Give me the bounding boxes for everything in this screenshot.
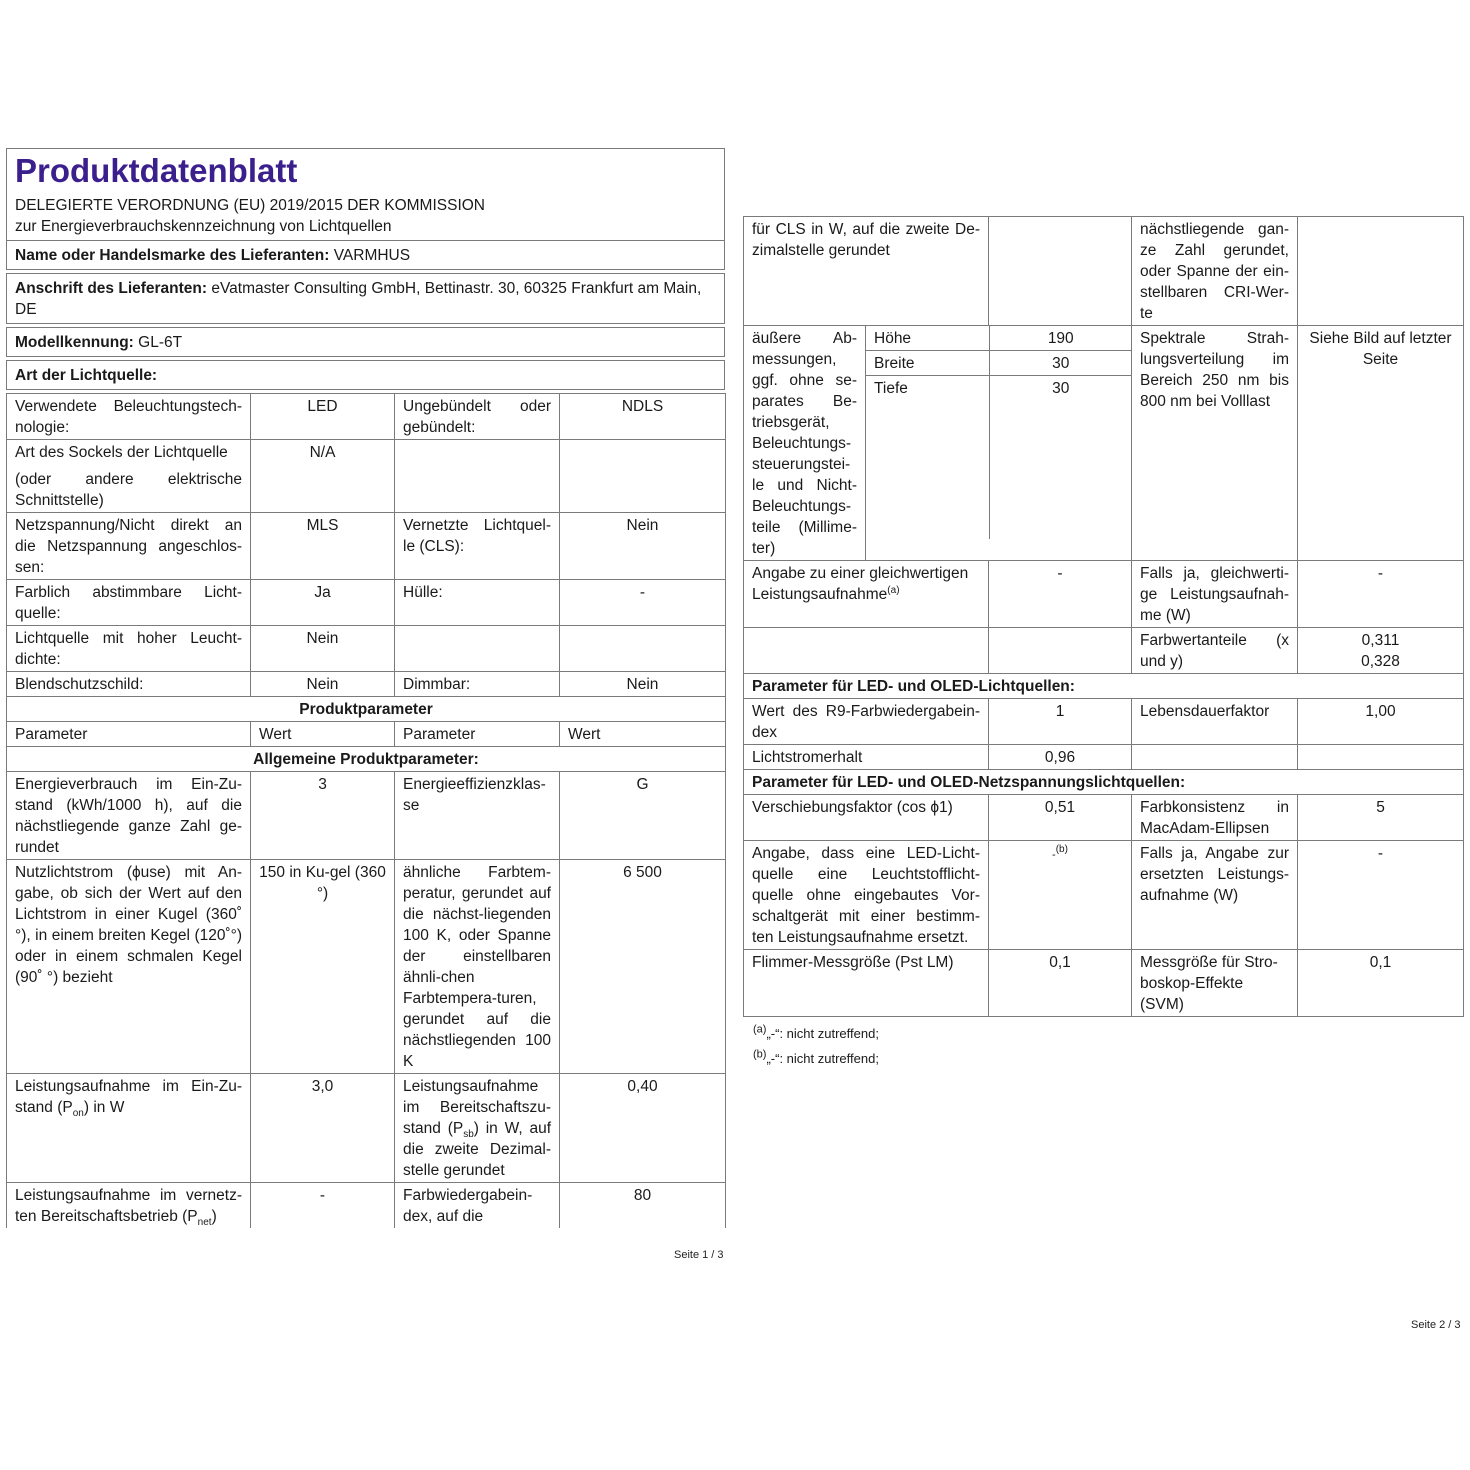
flicker-label: Flimmer-Messgröße (Pst LM)	[744, 950, 989, 1017]
glare-shield-value: Nein	[251, 672, 395, 697]
address-label: Anschrift des Lieferanten:	[15, 280, 208, 297]
stroboscopic-value: 0,1	[1298, 950, 1464, 1017]
r9-value: 1	[989, 699, 1132, 745]
efficiency-class-label: Energieeffizienzklas-se	[395, 772, 560, 860]
dimmable-label: Dimmbar:	[395, 672, 560, 697]
cri-continuation: nächstliegende gan-ze Zahl gerundet, oder Spanne der ein-stellbaren CRI-Wer-te	[1132, 217, 1298, 326]
color-consistency-label: Farbkonsistenz in MacAdam-Ellipsen	[1132, 795, 1298, 841]
table-row	[7, 626, 726, 672]
table-row	[744, 217, 1464, 326]
light-type-row	[6, 360, 725, 390]
socket-label-line-2: (oder andere elektrische Schnittstelle)	[15, 471, 242, 509]
equivalent-power-label	[744, 561, 989, 628]
glare-shield-label: Blendschutzschild:	[7, 672, 251, 697]
table-row	[744, 795, 1464, 841]
lumen-maintenance-label: Lichtstromerhalt	[744, 745, 989, 770]
r9-label: Wert des R9-Farbwiedergabein-dex	[744, 699, 989, 745]
model-label: Modellkennung:	[15, 334, 134, 351]
high-luminance-label: Lichtquelle mit hoher Leucht-dichte:	[7, 626, 251, 672]
bundled-value: NDLS	[560, 394, 726, 440]
energy-consumption-label: Energieverbrauch im Ein-Zu-stand (kWh/1000 h), auf die nächstliegende ganze Zahl ge-rundet	[7, 772, 251, 860]
standby-power-label	[395, 1074, 560, 1183]
page-1-table	[6, 393, 726, 1228]
table-row	[744, 699, 1464, 745]
chromaticity-y: 0,328	[1361, 653, 1400, 670]
dimensions-subtable	[866, 326, 1132, 539]
high-luminance-value: Nein	[251, 626, 395, 672]
standby-power-sub: sb	[463, 1129, 474, 1141]
replacement-claim-value	[989, 841, 1132, 950]
dimension-row	[866, 351, 1132, 376]
mains-value: MLS	[251, 513, 395, 580]
mains-params-header: Parameter für LED- und OLED-Netzspannungslichtquellen:	[744, 770, 1464, 795]
networked-standby-label	[7, 1183, 251, 1229]
networked-standby-text-end: )	[211, 1208, 217, 1225]
address-row	[6, 273, 725, 324]
replacement-claim-label: Angabe, dass eine LED-Licht-quelle eine Leuchtstofflicht-quelle ohne eingebautes Vor-schaltgerät mit einer bestimm-ten Leistungsaufnahme ersetzt.	[744, 841, 989, 950]
replacement-power-value: -	[1298, 841, 1464, 950]
equivalent-power-yes-value: -	[1298, 561, 1464, 628]
cct-label: ähnliche Farbtem-peratur, gerundet auf die nächst-liegenden 100 K, oder Spanne der einstellbaren ähnli-chen Farbtempera-turen, gerundet auf die nächstliegenden 100 K	[395, 860, 560, 1074]
table-row	[744, 745, 1464, 770]
envelope-label: Hülle:	[395, 580, 560, 626]
table-row	[744, 326, 1464, 561]
table-row	[7, 772, 726, 860]
on-mode-power-text-end: ) in W	[83, 1099, 125, 1116]
footnotes	[743, 1017, 1463, 1071]
footnote-b	[753, 1046, 1463, 1071]
table-row	[744, 628, 1464, 674]
width-label: Breite	[866, 351, 989, 376]
table-row	[7, 580, 726, 626]
table-row	[744, 770, 1464, 795]
column-header-value: Wert	[560, 722, 726, 747]
page-2	[743, 216, 1463, 1071]
width-value: 30	[989, 351, 1132, 376]
table-row	[744, 950, 1464, 1017]
dimmable-value: Nein	[560, 672, 726, 697]
empty-cell	[1132, 745, 1298, 770]
page-1-header	[6, 148, 725, 241]
model-value: GL-6T	[138, 334, 183, 351]
page-number-2: Seite 2 / 3	[1411, 1319, 1461, 1331]
table-row	[7, 697, 726, 722]
color-tunable-value: Ja	[251, 580, 395, 626]
cls-continuation: für CLS in W, auf die zweite De-zimalstelle gerundet	[744, 217, 989, 326]
mains-label: Netzspannung/Nicht direkt an die Netzspannung angeschlos-sen:	[7, 513, 251, 580]
on-mode-power-sub: on	[72, 1108, 84, 1120]
general-params-header: Allgemeine Produktparameter:	[7, 747, 726, 772]
tech-label: Verwendete Beleuchtungstech-nologie:	[7, 394, 251, 440]
supplier-label: Name oder Handelsmarke des Lieferanten:	[15, 247, 330, 264]
page-number-1: Seite 1 / 3	[674, 1249, 724, 1261]
socket-value: N/A	[251, 440, 395, 513]
table-row	[7, 394, 726, 440]
height-value: 190	[989, 326, 1132, 351]
displacement-factor-label: Verschiebungsfaktor (cos ϕ1)	[744, 795, 989, 841]
empty-cell	[1298, 745, 1464, 770]
table-row	[7, 1183, 726, 1229]
document-title: Produktdatenblatt	[15, 152, 298, 189]
table-row	[744, 841, 1464, 950]
empty-cell	[395, 440, 560, 513]
page-1	[6, 148, 725, 1228]
useful-flux-value: 150 in Ku-gel (360 °)	[251, 860, 395, 1074]
empty-cell	[560, 626, 726, 672]
product-params-header: Produktparameter	[7, 697, 726, 722]
cri-value: 80	[560, 1183, 726, 1229]
footnote-b-text: „-“: nicht zutreffend;	[766, 1051, 879, 1066]
footnote-a	[753, 1021, 1463, 1046]
equivalent-power-sup: (a)	[887, 584, 900, 596]
networked-standby-sub: net	[197, 1217, 212, 1229]
tech-value: LED	[251, 394, 395, 440]
table-row	[7, 440, 726, 513]
footnote-b-marker: (b)	[753, 1048, 767, 1061]
dimension-row	[866, 376, 1132, 540]
empty-cell	[744, 628, 989, 674]
column-header-parameter: Parameter	[395, 722, 560, 747]
dimensions-label: äußere Ab-messungen, ggf. ohne se-parates Be-triebsgerät, Beleuchtungs-steuerungstei-le und Nicht-Beleuchtungs-teile (Millime-ter)	[744, 326, 866, 561]
color-tunable-label: Farblich abstimmbare Licht-quelle:	[7, 580, 251, 626]
supplier-row	[6, 241, 725, 270]
table-row	[7, 672, 726, 697]
standby-power-value: 0,40	[560, 1074, 726, 1183]
bundled-label: Ungebündelt oder gebündelt:	[395, 394, 560, 440]
spectral-value: Siehe Bild auf letzter Seite	[1298, 326, 1464, 561]
envelope-value: -	[560, 580, 726, 626]
cls-value: Nein	[560, 513, 726, 580]
equivalent-power-value: -	[989, 561, 1132, 628]
networked-standby-text: Leistungsaufnahme im vernetz-ten Bereitschaftsbetrieb (P	[15, 1187, 242, 1225]
table-row	[7, 860, 726, 1074]
equivalent-power-text: Angabe zu einer gleichwertigen Leistungsaufnahme	[752, 565, 969, 603]
page-2-table	[743, 216, 1464, 1017]
replacement-power-label: Falls ja, Angabe zur ersetzten Leistungs-aufnahme (W)	[1132, 841, 1298, 950]
lumen-maintenance-value: 0,96	[989, 745, 1132, 770]
color-consistency-value: 5	[1298, 795, 1464, 841]
column-header-value: Wert	[251, 722, 395, 747]
table-row	[7, 1074, 726, 1183]
displacement-factor-value: 0,51	[989, 795, 1132, 841]
empty-cell	[989, 628, 1132, 674]
stroboscopic-label: Messgröße für Stro-boskop-Effekte (SVM)	[1132, 950, 1298, 1017]
table-row	[744, 561, 1464, 628]
cct-value: 6 500	[560, 860, 726, 1074]
led-params-header: Parameter für LED- und OLED-Lichtquellen:	[744, 674, 1464, 699]
socket-label-line-1: Art des Sockels der Lichtquelle	[15, 444, 228, 461]
empty-cell	[560, 440, 726, 513]
useful-flux-label: Nutzlichtstrom (ϕuse) mit An-gabe, ob sich der Wert auf den Lichtstrom in einer Kugel (360˚ °), in einem breiten Kegel (120˚°) oder in einem schmalen Kegel (90˚ °) bezieht	[7, 860, 251, 1074]
standby-power-text-end: ) in W, auf die zweite Dezimal-stelle gerundet	[403, 1120, 551, 1179]
chromaticity-label: Farbwertanteile (x und y)	[1132, 628, 1298, 674]
table-row	[7, 722, 726, 747]
replacement-claim-sup: (b)	[1055, 843, 1068, 855]
on-mode-power-value: 3,0	[251, 1074, 395, 1183]
table-row	[7, 747, 726, 772]
depth-label: Tiefe	[866, 376, 989, 540]
footnote-a-text: „-“: nicht zutreffend;	[766, 1026, 879, 1041]
cls-label: Vernetzte Lichtquel-le (CLS):	[395, 513, 560, 580]
dimensions-values	[866, 326, 1132, 561]
table-row	[744, 674, 1464, 699]
supplier-value: VARMHUS	[333, 247, 411, 264]
on-mode-power-text: Leistungsaufnahme im Ein-Zu-stand (P	[15, 1078, 242, 1116]
standby-power-text: Leistungsaufnahme im Bereitschaftszu-stand (P	[403, 1078, 551, 1137]
empty-cell	[395, 626, 560, 672]
survival-factor-value: 1,00	[1298, 699, 1464, 745]
table-row	[7, 513, 726, 580]
light-type-label: Art der Lichtquelle:	[15, 367, 158, 384]
empty-cell	[989, 217, 1132, 326]
footnote-a-marker: (a)	[753, 1023, 767, 1036]
dimension-row	[866, 326, 1132, 351]
cri-label: Farbwiedergabein-dex, auf die	[395, 1183, 560, 1229]
replacement-claim-dash: -	[1052, 849, 1056, 861]
on-mode-power-label	[7, 1074, 251, 1183]
depth-value: 30	[1052, 380, 1070, 397]
flicker-value: 0,1	[989, 950, 1132, 1017]
regulation-text: DELEGIERTE VERORDNUNG (EU) 2019/2015 DER KOMMISSION zur Energieverbrauchskennzeichnung von Lichtquellen	[15, 197, 486, 235]
networked-standby-value: -	[251, 1183, 395, 1229]
model-row	[6, 327, 725, 357]
chromaticity-value	[1298, 628, 1464, 674]
socket-label	[7, 440, 251, 513]
chromaticity-x: 0,311	[1361, 632, 1400, 649]
address-value: eVatmaster Consulting GmbH, Bettinastr. 30, 60325 Frankfurt am Main, DE	[15, 280, 702, 318]
equivalent-power-yes-label: Falls ja, gleichwerti-ge Leistungsaufnah-me (W)	[1132, 561, 1298, 628]
survival-factor-label: Lebensdauerfaktor	[1132, 699, 1298, 745]
column-header-parameter: Parameter	[7, 722, 251, 747]
empty-cell	[1298, 217, 1464, 326]
energy-consumption-value: 3	[251, 772, 395, 860]
height-label: Höhe	[866, 326, 989, 351]
efficiency-class-value: G	[560, 772, 726, 860]
spectral-label: Spektrale Strah-lungsverteilung im Bereich 250 nm bis 800 nm bei Volllast	[1132, 326, 1298, 561]
